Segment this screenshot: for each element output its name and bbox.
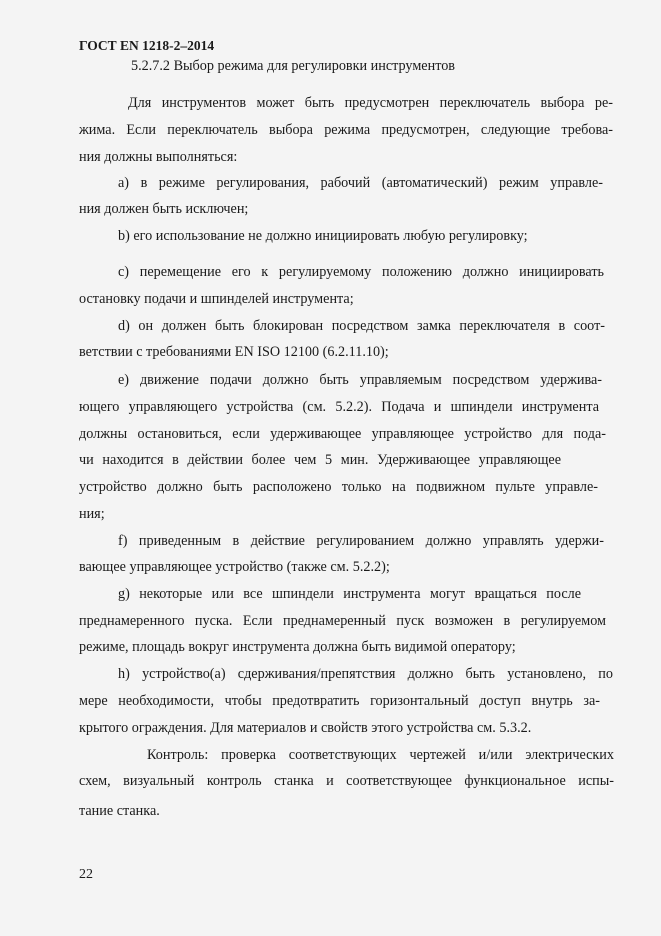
section-title: 5.2.7.2 Выбор режима для регулировки инструментов (131, 58, 456, 74)
item-h-line-1: h) устройство(а) сдерживания/препятствия должно быть установлено, по (118, 666, 613, 682)
intro-line-2: жима. Если переключатель выбора режима предусмотрен, следующие требова- (79, 122, 613, 138)
item-e-line-2: ющего управляющего устройства (см. 5.2.2). Подача и шпиндели инструмента (79, 399, 599, 415)
item-c-line-1: c) перемещение его к регулируемому положению должно инициировать (118, 264, 604, 280)
control-line-2: схем, визуальный контроль станка и соответствующее функциональное испы- (79, 773, 614, 789)
item-e-line-6: ния; (79, 506, 105, 522)
item-e-line-5: устройство должно быть расположено только на подвижном пульте управле- (79, 479, 598, 495)
intro-line-1: Для инструментов может быть предусмотрен переключатель выбора ре- (128, 95, 613, 111)
item-f-line-1: f) приведенным в действие регулированием должно управлять удержи- (118, 533, 604, 549)
item-g-line-1: g) некоторые или все шпиндели инструмента могут вращаться после (118, 586, 581, 602)
page-number: 22 (79, 867, 93, 882)
item-b-line-1: b) его использование не должно инициировать любую регулировку; (118, 228, 528, 244)
item-a-line-2: ния должен быть исключен; (79, 201, 249, 217)
control-line-1: Контроль: проверка соответствующих чертежей и/или электрических (147, 747, 614, 763)
item-a-line-1: а) в режиме регулирования, рабочий (автоматический) режим управле- (118, 175, 603, 191)
item-e-line-1: е) движение подачи должно быть управляемым посредством удержива- (118, 372, 602, 388)
standard-header: ГОСТ EN 1218-2–2014 (79, 38, 215, 53)
intro-line-3: ния должны выполняться: (79, 149, 238, 165)
item-d-line-2: ветствии с требованиями EN ISO 12100 (6.2.11.10); (79, 344, 389, 360)
item-g-line-2: преднамеренного пуска. Если преднамеренный пуск возможен в регулируемом (79, 613, 606, 629)
item-h-line-2: мере необходимости, чтобы предотвратить горизонтальный доступ внутрь за- (79, 693, 600, 709)
item-d-line-1: d) он должен быть блокирован посредством замка переключателя в соот- (118, 318, 605, 334)
item-c-line-2: остановку подачи и шпинделей инструмента; (79, 291, 354, 307)
item-e-line-4: чи находится в действии более чем 5 мин. Удерживающее управляющее (79, 452, 561, 468)
item-e-line-3: должны остановиться, если удерживающее управляющее устройство для пода- (79, 426, 606, 442)
item-f-line-2: вающее управляющее устройство (также см. 5.2.2); (79, 559, 390, 575)
control-line-3: тание станка. (79, 803, 160, 819)
item-h-line-3: крытого ограждения. Для материалов и свойств этого устройства см. 5.3.2. (79, 720, 532, 736)
item-g-line-3: режиме, площадь вокруг инструмента должна быть видимой оператору; (79, 639, 516, 655)
